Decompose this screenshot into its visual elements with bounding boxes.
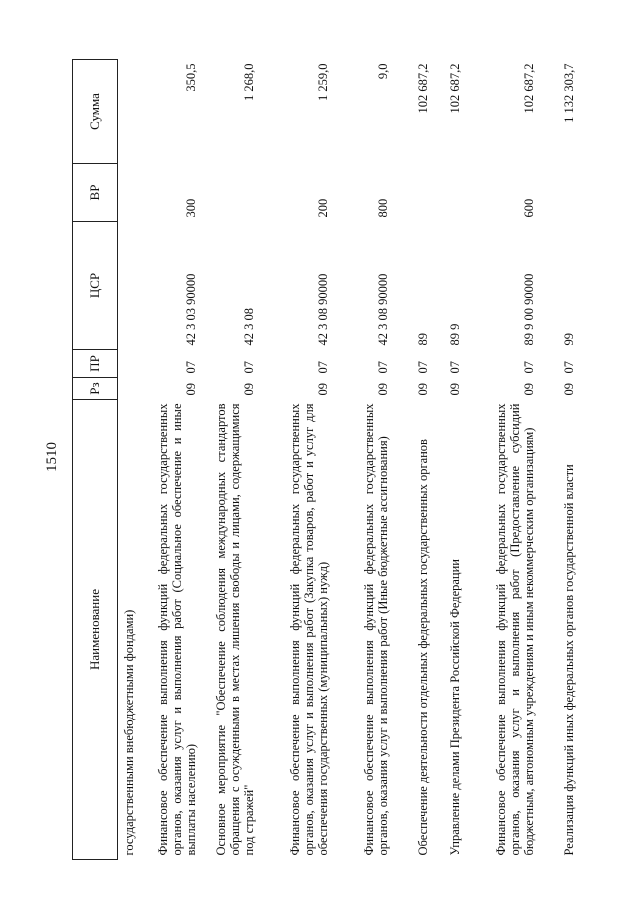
row-csr: 42 3 08 90000 (375, 273, 390, 346)
row-rz: 09 (447, 383, 462, 396)
header-csr: ЦСР (73, 222, 118, 350)
row-rz: 09 (241, 383, 256, 396)
row-name: государственными внебюджетными фондами) (122, 609, 136, 856)
header-vr: ВР (73, 164, 118, 222)
row-vr: 600 (521, 198, 536, 218)
table-row (140, 60, 200, 860)
table-row (464, 60, 538, 860)
row-csr (118, 222, 140, 350)
row-rz: 09 (415, 383, 430, 396)
row-vr: 300 (183, 198, 198, 218)
row-sum (118, 60, 140, 164)
header-sum: Сумма (73, 60, 118, 164)
row-pr: 07 (521, 361, 536, 374)
row-pr: 07 (183, 361, 198, 374)
row-vr: 800 (375, 198, 390, 218)
row-name: Реализация функций иных федеральных органов государственной власти (561, 464, 576, 856)
row-sum: 350,5 (183, 63, 198, 92)
table-row (332, 60, 392, 860)
table-row (200, 60, 258, 860)
row-sum: 102 687,2 (447, 63, 462, 114)
row-pr: 07 (241, 361, 256, 374)
header-rz: Рз (73, 378, 118, 400)
row-csr: 42 3 08 90000 (315, 273, 330, 346)
row-name: Финансовое обеспечение выполнения функций федеральных государственных органов, оказания услуг и выполнения работ (Социальное обеспечение и иные выплаты населению) (155, 403, 198, 856)
row-name: Финансовое обеспечение выполнения функций федеральных государственных органов, оказания услуг и выполнения работ (Иные бюджетные ассигнования) (361, 403, 390, 856)
table-row (392, 60, 432, 860)
header-pr: ПР (73, 350, 118, 378)
row-rz: 09 (183, 383, 198, 396)
row-name: Управление делами Президента Российской Федерации (447, 559, 462, 856)
row-csr: 89 9 (447, 323, 462, 346)
rotated-page (72, 60, 612, 860)
row-rz (118, 378, 140, 400)
row-pr: 07 (415, 361, 430, 374)
row-sum: 102 687,2 (415, 63, 430, 114)
header-name: Наименование (73, 400, 118, 860)
row-vr (200, 164, 258, 222)
row-sum: 102 687,2 (521, 63, 536, 114)
row-vr (392, 164, 432, 222)
row-vr: 200 (315, 198, 330, 218)
row-name: Финансовое обеспечение выполнения функций федеральных государственных органов, оказания услуг и выполнения работ (Предоставление субсидий бюджетным, автономным учреждениям и иным некоммерческим организациям) (493, 403, 536, 856)
row-vr (538, 164, 578, 222)
budget-table (72, 59, 578, 860)
row-csr: 89 (415, 333, 430, 346)
row-pr: 07 (447, 361, 462, 374)
row-csr: 42 3 08 (241, 308, 256, 346)
row-csr: 42 3 03 90000 (183, 273, 198, 346)
row-sum: 1 132 303,7 (561, 63, 576, 123)
row-rz: 09 (315, 383, 330, 396)
row-rz: 09 (521, 383, 536, 396)
row-rz: 09 (561, 383, 576, 396)
row-name: Финансовое обеспечение выполнения функций федеральных государственных органов, оказания услуг и выполнения работ (Закупка товаров, работ и услуг для обеспечения государственных (муниципальных) нужд) (287, 403, 330, 856)
row-sum: 1 259,0 (315, 63, 330, 101)
row-csr: 99 (561, 333, 576, 346)
row-vr (432, 164, 464, 222)
row-name: Обеспечение деятельности отдельных федеральных государственных органов (415, 439, 430, 856)
table-row (538, 60, 578, 860)
row-sum: 9,0 (375, 63, 390, 80)
table-row (118, 60, 140, 860)
row-pr: 07 (561, 361, 576, 374)
row-sum: 1 268,0 (241, 63, 256, 101)
row-name: Основное мероприятие "Обеспечение соблюдения международных стандартов обращения с осужденными в местах лишения свободы и лицами, содержащимися под стражей" (213, 403, 256, 856)
table-header-row (73, 60, 118, 860)
row-pr: 07 (375, 361, 390, 374)
row-csr: 89 9 00 90000 (521, 273, 536, 346)
row-pr (118, 350, 140, 378)
table-row (258, 60, 332, 860)
page-number: 1510 (44, 442, 60, 472)
row-pr: 07 (315, 361, 330, 374)
row-vr (118, 164, 140, 222)
table-row (432, 60, 464, 860)
row-rz: 09 (375, 383, 390, 396)
